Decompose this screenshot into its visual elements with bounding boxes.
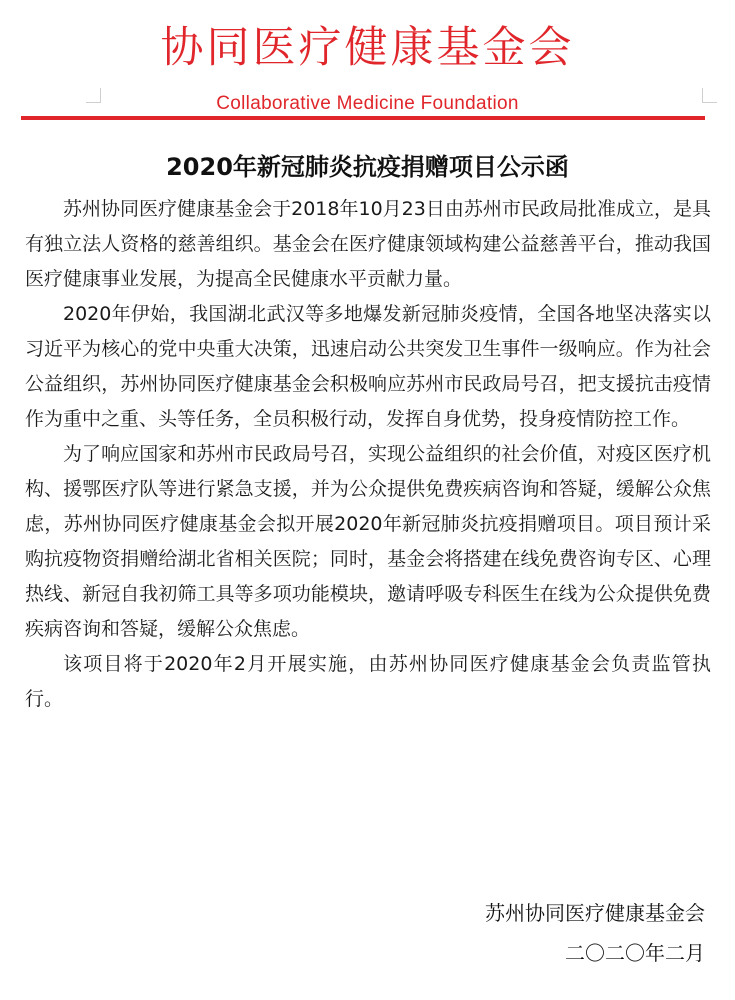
signature-date: 二〇二〇年二月: [565, 941, 705, 965]
org-name-english: Collaborative Medicine Foundation: [216, 93, 519, 114]
crop-mark-right: [702, 88, 717, 103]
document-title: 2020年新冠肺炎抗疫捐赠项目公示函: [166, 153, 569, 181]
paragraph-project-plan: 为了响应国家和苏州市民政局号召，实现公益组织的社会价值，对疫区医疗机构、援鄂医疗队等进行紧急支援，并为公众提供免费疾病咨询和答疑，缓解公众焦虑，苏州协同医疗健康基金会拟开展2020年新冠肺炎抗疫捐赠项目。项目预计采购抗疫物资捐赠给湖北省相关医院；同时，基金会将搭建在线免费咨询专区、心理热线、新冠自我初筛工具等多项功能模块，邀请呼吸专科医生在线为公众提供免费疾病咨询和答疑，缓解公众焦虑。: [25, 443, 711, 640]
letterhead: [0, 0, 735, 130]
signature-block: [305, 893, 705, 973]
signature-organization: 苏州协同医疗健康基金会: [485, 901, 705, 925]
org-name-chinese: 协同医疗健康基金会: [160, 23, 575, 73]
document-body: [25, 192, 711, 717]
letterhead-divider: [21, 116, 705, 120]
paragraph-foundation-intro: 苏州协同医疗健康基金会于2018年10月23日由苏州市民政局批准成立，是具有独立法人资格的慈善组织。基金会在医疗健康领域构建公益慈善平台，推动我国医疗健康事业发展，为提高全民健康水平贡献力量。: [25, 198, 711, 290]
paragraph-implementation: 该项目将于2020年2月开展实施，由苏州协同医疗健康基金会负责监管执行。: [25, 653, 711, 710]
crop-mark-left: [86, 88, 101, 103]
paragraph-epidemic-response: 2020年伊始，我国湖北武汉等多地爆发新冠肺炎疫情，全国各地坚决落实以习近平为核心的党中央重大决策，迅速启动公共突发卫生事件一级响应。作为社会公益组织，苏州协同医疗健康基金会积极响应苏州市民政局号召，把支援抗击疫情作为重中之重、头等任务，全员积极行动，发挥自身优势，投身疫情防控工作。: [25, 303, 711, 430]
